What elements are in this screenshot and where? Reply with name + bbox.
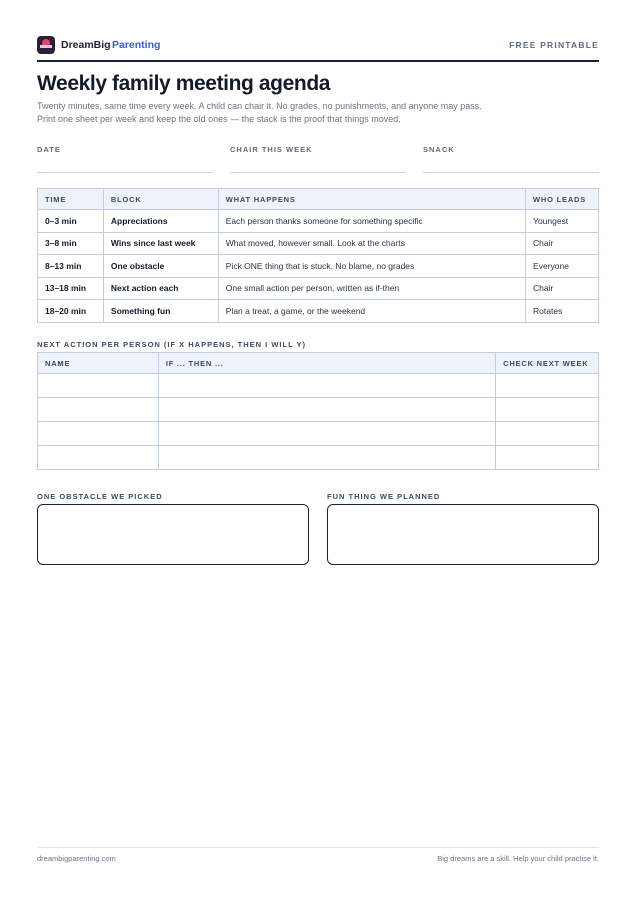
table-row bbox=[38, 398, 599, 422]
row-who: Rotates bbox=[526, 300, 599, 323]
col-block: BLOCK bbox=[103, 189, 218, 210]
if-then-cell[interactable] bbox=[158, 422, 495, 446]
row-what: One small action per person, written as if-then bbox=[218, 277, 525, 300]
footer-tagline: Big dreams are a skill. Help your child practise it. bbox=[437, 854, 599, 863]
fun-label: FUN THING WE PLANNED bbox=[327, 492, 441, 501]
table-row bbox=[38, 210, 599, 233]
free-printable-tag: FREE PRINTABLE bbox=[509, 40, 599, 50]
table-row bbox=[38, 374, 599, 398]
row-who: Chair bbox=[526, 277, 599, 300]
row-time: 18–20 min bbox=[38, 300, 104, 323]
chair-label: CHAIR THIS WEEK bbox=[230, 145, 313, 154]
name-cell[interactable] bbox=[38, 374, 159, 398]
col-check: CHECK NEXT WEEK bbox=[496, 353, 599, 374]
row-block: Something fun bbox=[103, 300, 218, 323]
row-who: Chair bbox=[526, 232, 599, 255]
if-then-cell[interactable] bbox=[158, 374, 495, 398]
page-title: Weekly family meeting agenda bbox=[37, 72, 331, 95]
check-cell[interactable] bbox=[496, 374, 599, 398]
intro-text: Twenty minutes, same time every week. A child can chair it. No grades, no punishments, and anyone may pass. Print one sheet per week and keep the old ones — the stack is the proof that things moved. bbox=[37, 101, 482, 124]
name-cell[interactable] bbox=[38, 398, 159, 422]
col-time: TIME bbox=[38, 189, 104, 210]
date-label: DATE bbox=[37, 145, 61, 154]
row-who: Youngest bbox=[526, 210, 599, 233]
brand-sub: Parenting bbox=[112, 39, 161, 51]
table-row bbox=[38, 446, 599, 470]
table-row bbox=[38, 255, 599, 278]
row-what: Pick ONE thing that is stuck. No blame, no grades bbox=[218, 255, 525, 278]
page-header bbox=[37, 36, 599, 62]
col-if-then: IF ... THEN ... bbox=[158, 353, 495, 374]
table-row bbox=[38, 277, 599, 300]
table-row bbox=[38, 422, 599, 446]
snack-field[interactable] bbox=[423, 145, 599, 173]
row-what: Plan a treat, a game, or the weekend bbox=[218, 300, 525, 323]
agenda-table bbox=[37, 188, 599, 323]
page-footer bbox=[37, 847, 599, 863]
name-cell[interactable] bbox=[38, 422, 159, 446]
row-time: 13–18 min bbox=[38, 277, 104, 300]
fun-box[interactable] bbox=[327, 504, 599, 565]
col-what: WHAT HAPPENS bbox=[218, 189, 525, 210]
table-row bbox=[38, 232, 599, 255]
table-row bbox=[38, 300, 599, 323]
row-time: 3–8 min bbox=[38, 232, 104, 255]
check-cell[interactable] bbox=[496, 398, 599, 422]
obstacle-box[interactable] bbox=[37, 504, 309, 565]
brand-logo-icon bbox=[37, 36, 55, 54]
date-field[interactable] bbox=[37, 145, 213, 173]
actions-header-row bbox=[38, 353, 599, 374]
row-block: One obstacle bbox=[103, 255, 218, 278]
chair-field[interactable] bbox=[230, 145, 406, 173]
obstacle-label: ONE OBSTACLE WE PICKED bbox=[37, 492, 163, 501]
snack-label: SNACK bbox=[423, 145, 455, 154]
row-who: Everyone bbox=[526, 255, 599, 278]
row-block: Next action each bbox=[103, 277, 218, 300]
name-cell[interactable] bbox=[38, 446, 159, 470]
col-who: WHO LEADS bbox=[526, 189, 599, 210]
row-what: Each person thanks someone for something specific bbox=[218, 210, 525, 233]
row-time: 0–3 min bbox=[38, 210, 104, 233]
row-block: Appreciations bbox=[103, 210, 218, 233]
check-cell[interactable] bbox=[496, 446, 599, 470]
footer-website: dreambigparenting.com bbox=[37, 854, 116, 863]
if-then-cell[interactable] bbox=[158, 446, 495, 470]
agenda-header-row bbox=[38, 189, 599, 210]
next-action-label: NEXT ACTION PER PERSON (IF X HAPPENS, THEN I WILL Y) bbox=[37, 340, 306, 349]
brand-name: DreamBig bbox=[61, 39, 111, 51]
if-then-cell[interactable] bbox=[158, 398, 495, 422]
check-cell[interactable] bbox=[496, 422, 599, 446]
row-block: Wins since last week bbox=[103, 232, 218, 255]
row-what: What moved, however small. Look at the charts bbox=[218, 232, 525, 255]
col-name: NAME bbox=[38, 353, 159, 374]
row-time: 8–13 min bbox=[38, 255, 104, 278]
next-action-table bbox=[37, 352, 599, 470]
